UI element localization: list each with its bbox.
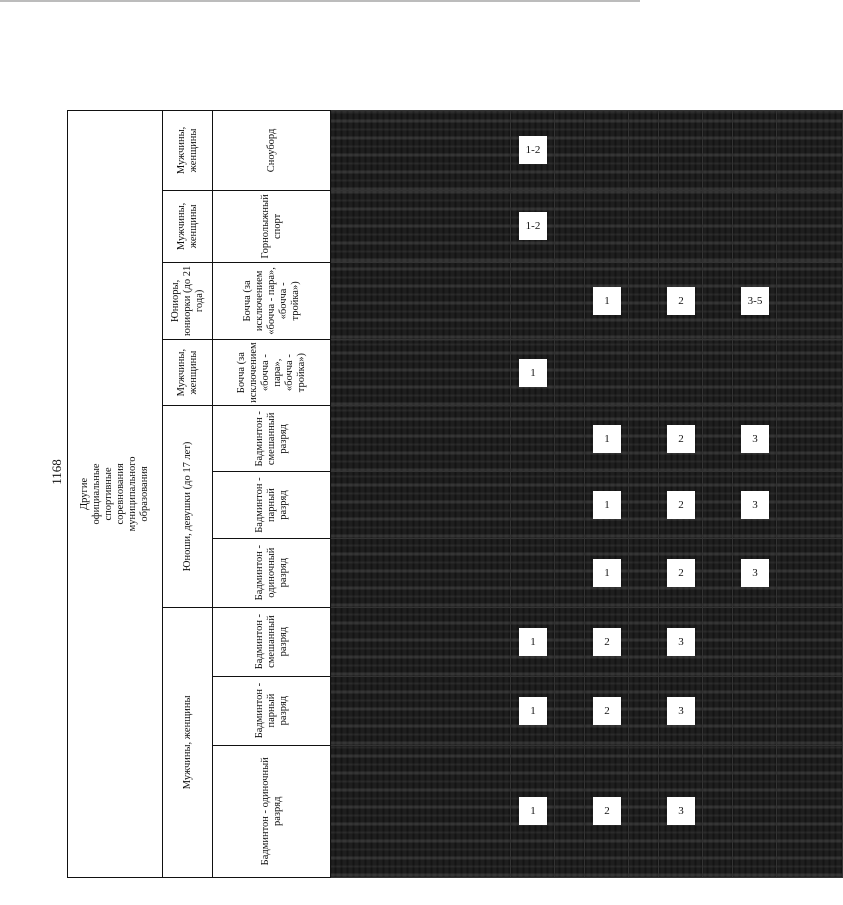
place-cell [585, 538, 629, 607]
shaded-cell [777, 538, 843, 607]
place-cell [585, 745, 629, 877]
discipline-cell [213, 406, 331, 472]
place-value: 1 [593, 559, 621, 587]
place-cell [511, 406, 555, 472]
place-cell [585, 340, 629, 406]
shaded-cell [629, 262, 659, 339]
shaded-cell [703, 262, 733, 339]
shaded-cell [555, 191, 585, 263]
place-value: 2 [593, 797, 621, 825]
place-value: 1 [519, 628, 547, 656]
place-cell [511, 745, 555, 877]
place-cell [659, 406, 703, 472]
shaded-cell [777, 406, 843, 472]
shaded-cell [331, 110, 511, 190]
shaded-cell [777, 472, 843, 538]
place-value: 1 [519, 359, 547, 387]
place-cell [659, 110, 703, 190]
shaded-cell [629, 191, 659, 263]
place-cell [659, 472, 703, 538]
place-cell [659, 262, 703, 339]
place-value: 1 [593, 287, 621, 315]
place-cell [659, 745, 703, 877]
shaded-cell [703, 110, 733, 190]
shaded-cell [703, 607, 733, 676]
shaded-cell [555, 472, 585, 538]
shaded-cell [777, 607, 843, 676]
place-cell [585, 472, 629, 538]
shaded-cell [331, 607, 511, 676]
discipline-cell [213, 262, 331, 339]
shaded-cell [629, 340, 659, 406]
page-number [50, 452, 64, 492]
place-cell [659, 191, 703, 263]
shaded-cell [703, 406, 733, 472]
place-value: 2 [667, 425, 695, 453]
shaded-cell [555, 406, 585, 472]
discipline-cell [213, 472, 331, 538]
place-cell [511, 262, 555, 339]
ranking-table-rotated [67, 38, 762, 878]
shaded-cell [777, 676, 843, 745]
shaded-cell [703, 340, 733, 406]
discipline-cell [213, 607, 331, 676]
discipline-cell [213, 110, 331, 190]
discipline-label: Бочча (за исключением «бочча - пара», «бочча - тройка») [241, 267, 301, 335]
shaded-cell [331, 340, 511, 406]
place-value: 3-5 [741, 287, 769, 315]
place-cell [585, 607, 629, 676]
page-number-text: 1168 [49, 459, 64, 485]
category-cell [68, 110, 163, 877]
place-cell [733, 110, 777, 190]
top-rule [0, 0, 640, 2]
place-value: 3 [667, 697, 695, 725]
shaded-cell [555, 110, 585, 190]
place-value: 3 [741, 559, 769, 587]
place-cell [659, 340, 703, 406]
place-value: 2 [593, 697, 621, 725]
shaded-cell [331, 191, 511, 263]
shaded-cell [703, 472, 733, 538]
shaded-cell [331, 676, 511, 745]
shaded-cell [629, 472, 659, 538]
shaded-cell [703, 745, 733, 877]
place-cell [511, 191, 555, 263]
place-value: 2 [667, 287, 695, 315]
place-cell [585, 676, 629, 745]
place-value: 1 [593, 425, 621, 453]
place-cell [659, 607, 703, 676]
place-cell [733, 191, 777, 263]
group-label: Мужчины, женщины [175, 348, 199, 397]
shaded-cell [629, 110, 659, 190]
shaded-cell [703, 538, 733, 607]
discipline-label: Горнолыжный спорт [259, 194, 283, 259]
ranking-table [67, 38, 843, 878]
discipline-label: Бадминтон - смешанный разряд [253, 411, 289, 467]
place-cell [733, 676, 777, 745]
shaded-cell [555, 340, 585, 406]
place-value: 1 [519, 797, 547, 825]
shaded-cell [629, 607, 659, 676]
place-cell [659, 676, 703, 745]
place-cell [733, 472, 777, 538]
place-cell [585, 191, 629, 263]
group-label: Юниоры, юниорки (до 21 года) [169, 265, 205, 336]
place-cell [585, 262, 629, 339]
place-value: 3 [667, 628, 695, 656]
discipline-label: Сноуборд [265, 128, 277, 173]
place-value: 1-2 [519, 212, 547, 240]
discipline-label: Бадминтон - одиночный разряд [259, 757, 283, 866]
discipline-cell [213, 340, 331, 406]
place-value: 1-2 [519, 136, 547, 164]
place-cell [733, 607, 777, 676]
group-cell [163, 262, 213, 339]
shaded-cell [777, 191, 843, 263]
ranking-table-sheet [67, 38, 762, 878]
place-cell [511, 472, 555, 538]
place-cell [733, 745, 777, 877]
place-cell [511, 676, 555, 745]
group-label: Мужчины, женщины [181, 695, 193, 790]
place-value: 2 [593, 628, 621, 656]
shaded-cell [629, 676, 659, 745]
group-cell [163, 340, 213, 406]
group-cell [163, 110, 213, 190]
place-cell [585, 110, 629, 190]
place-cell [733, 340, 777, 406]
discipline-label: Бадминтон - парный разряд [253, 682, 289, 739]
group-cell [163, 406, 213, 607]
place-value: 3 [667, 797, 695, 825]
place-value: 2 [667, 491, 695, 519]
shaded-cell [777, 745, 843, 877]
shaded-cell [331, 472, 511, 538]
shaded-cell [777, 110, 843, 190]
group-label: Мужчины, женщины [175, 202, 199, 251]
shaded-cell [777, 262, 843, 339]
place-cell [511, 538, 555, 607]
place-cell [511, 110, 555, 190]
shaded-cell [703, 191, 733, 263]
shaded-cell [555, 262, 585, 339]
shaded-cell [555, 538, 585, 607]
place-cell [585, 406, 629, 472]
group-label: Мужчины, женщины [175, 126, 199, 175]
shaded-cell [331, 406, 511, 472]
category-label: Другие официальные спортивные соревнования муниципального образования [79, 456, 150, 532]
shaded-cell [703, 676, 733, 745]
discipline-cell [213, 676, 331, 745]
shaded-cell [555, 607, 585, 676]
shaded-cell [629, 406, 659, 472]
shaded-cell [331, 262, 511, 339]
discipline-label: Бадминтон - смешанный разряд [253, 613, 289, 670]
discipline-cell [213, 538, 331, 607]
place-cell [733, 262, 777, 339]
shaded-cell [629, 745, 659, 877]
place-value: 1 [519, 697, 547, 725]
discipline-cell [213, 191, 331, 263]
place-value: 3 [741, 491, 769, 519]
shaded-cell [331, 745, 511, 877]
place-value: 3 [741, 425, 769, 453]
shaded-cell [777, 340, 843, 406]
discipline-label: Бадминтон - парный разряд [253, 477, 289, 533]
place-value: 1 [593, 491, 621, 519]
group-cell [163, 191, 213, 263]
shaded-cell [629, 538, 659, 607]
shaded-cell [331, 538, 511, 607]
group-label: Юноши, девушки (до 17 лет) [181, 441, 193, 572]
place-cell [511, 340, 555, 406]
discipline-label: Бадминтон - одиночный разряд [253, 544, 289, 601]
discipline-label: Бочча (за исключением «бочча - пара», «бочча - тройка») [235, 342, 307, 403]
place-cell [511, 607, 555, 676]
shaded-cell [555, 745, 585, 877]
shaded-cell [555, 676, 585, 745]
place-cell [659, 538, 703, 607]
place-cell [733, 406, 777, 472]
place-value: 2 [667, 559, 695, 587]
group-cell [163, 607, 213, 877]
discipline-cell [213, 745, 331, 877]
place-cell [733, 538, 777, 607]
